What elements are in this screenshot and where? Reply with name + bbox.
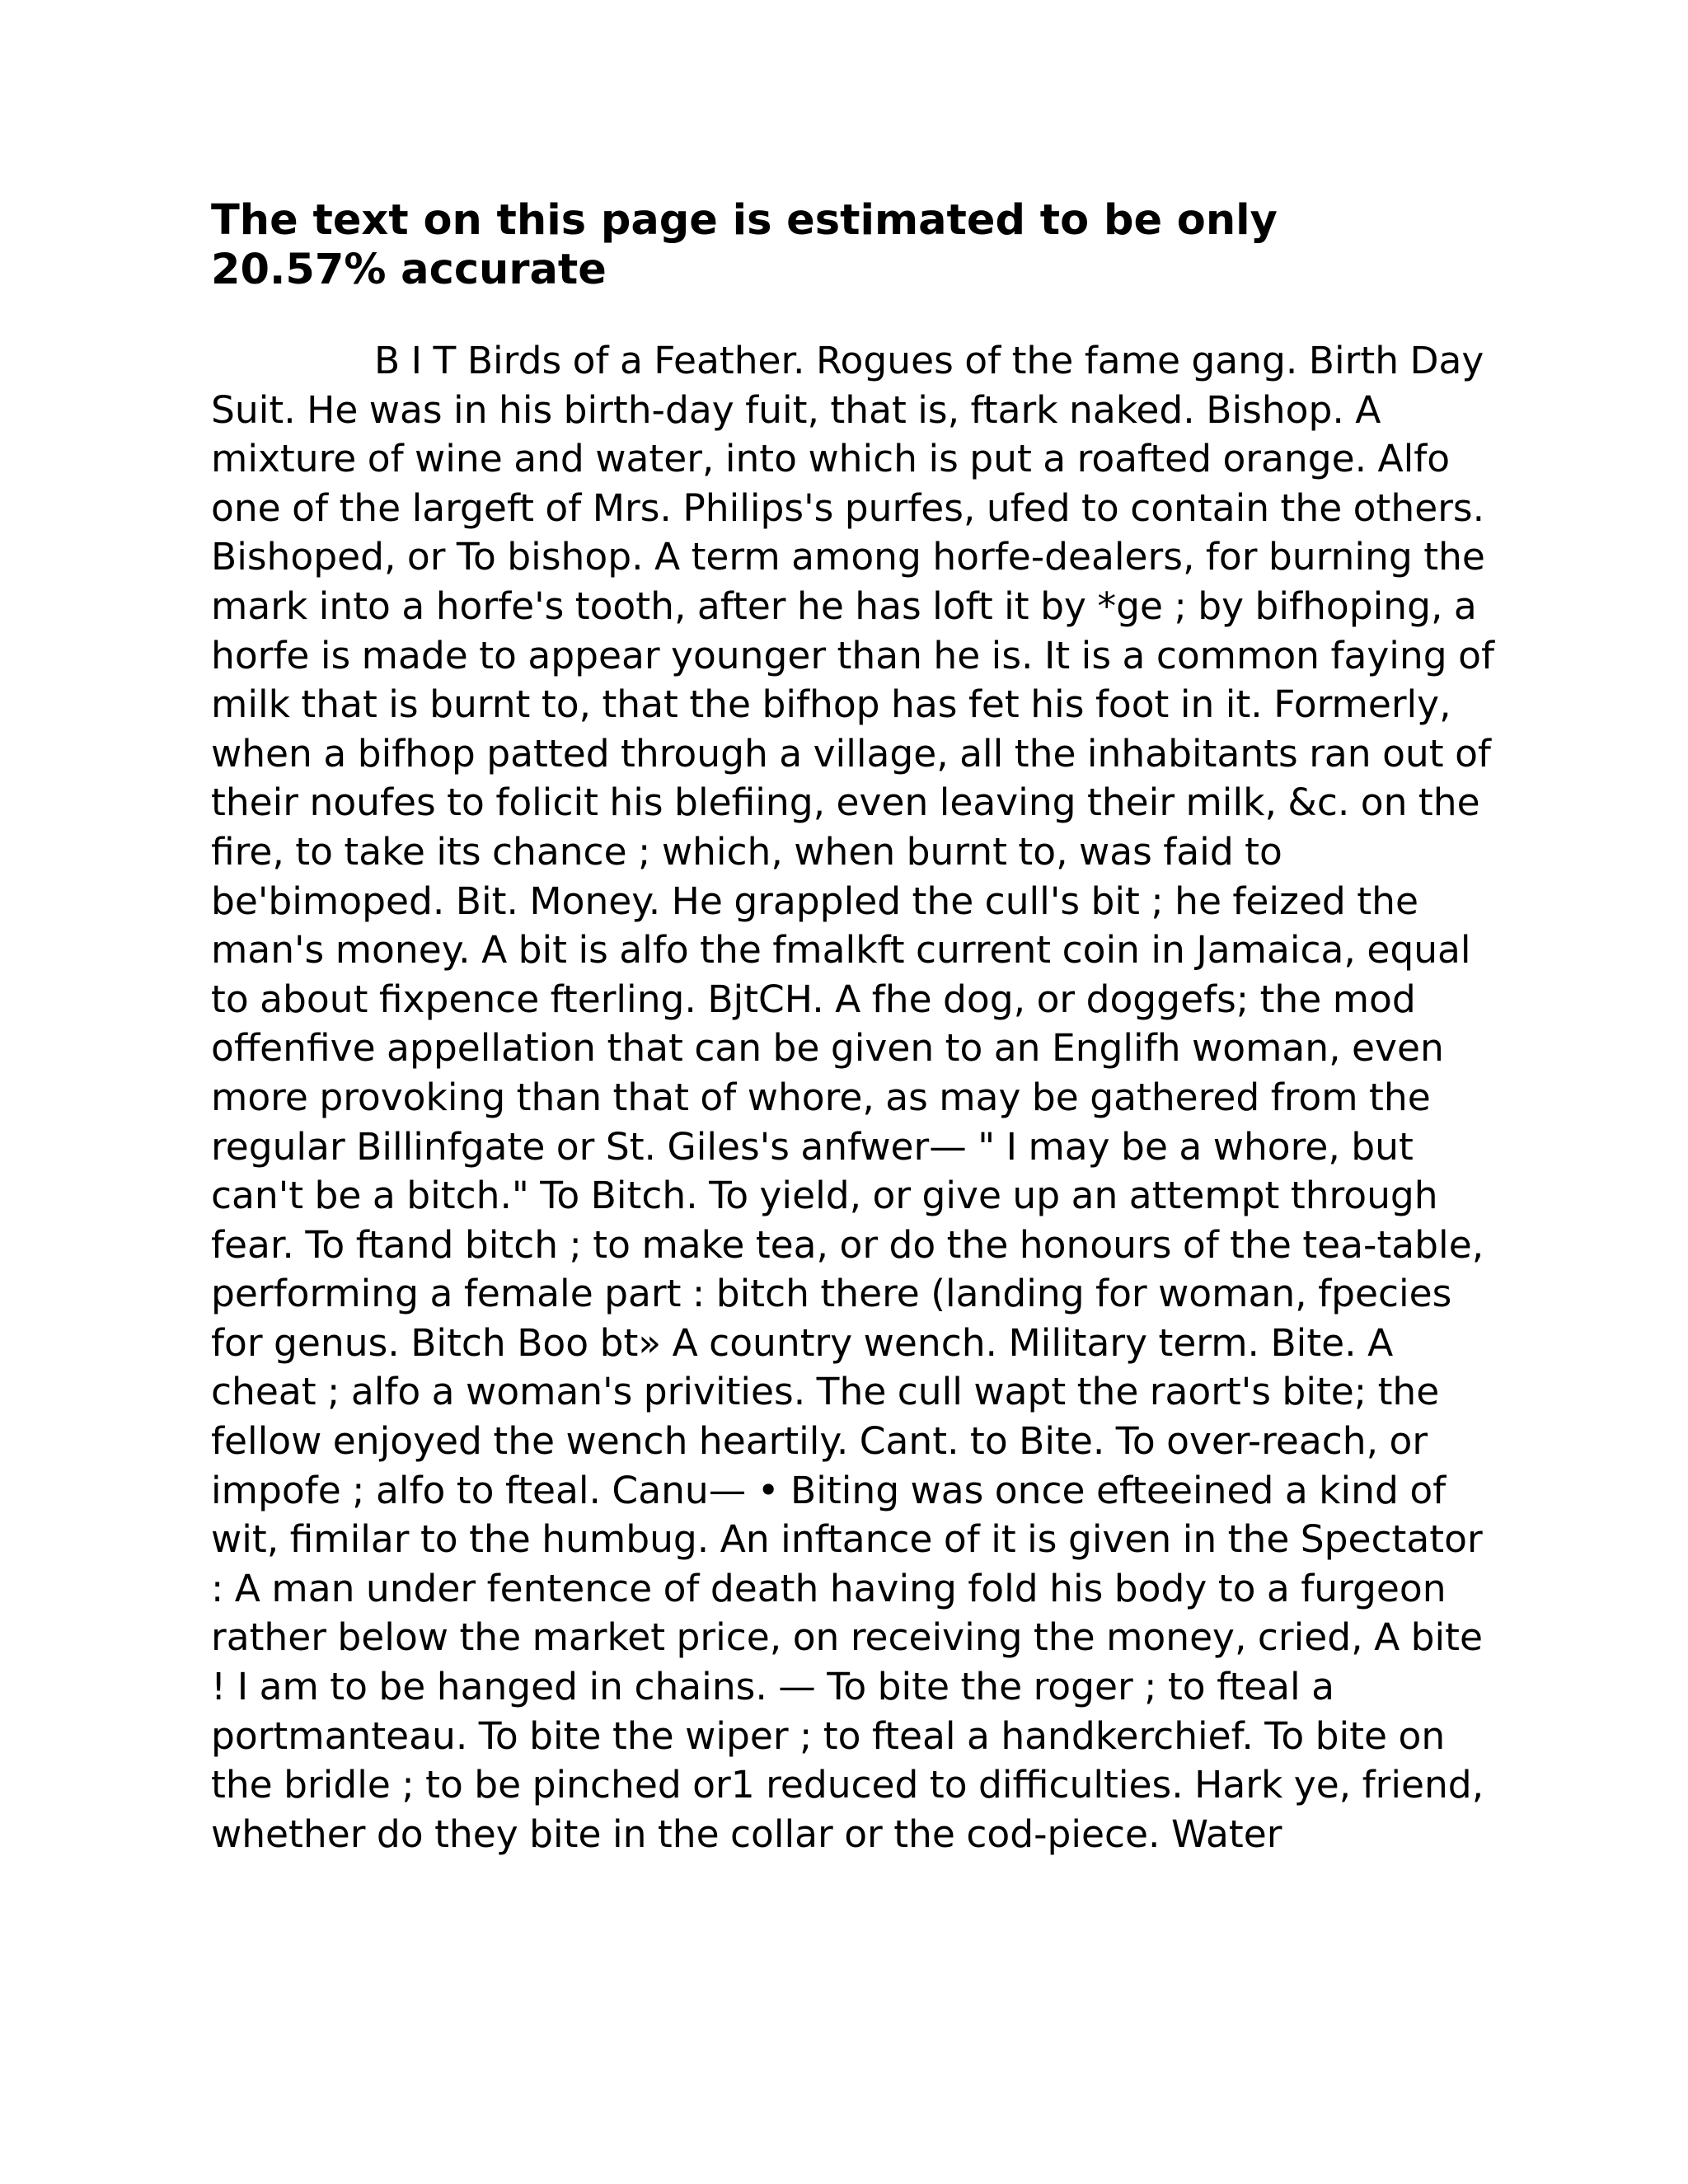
ocr-body-text: B I T Birds of a Feather. Rogues of the fame gang. Birth Day Suit. He was in his birth-day fuit, that is, ftark naked. Bishop. A mixture of wine and water, into which is put a roafted orange. Alfo one of the largeft of Mrs. Philips's purfes, ufed to contain the others. Bishoped, or To bishop. A term among horfe-dealers, for burning the mark into a horfe's tooth, after he has loft it by *ge ; by bifhoping, a horfe is made to appear younger than he is. It is a common faying of milk that is burnt to, that the bifhop has fet his foot in it. Formerly, when a bifhop patted through a village, all the inhabitants ran out of their noufes to folicit his blefiing, even leaving their milk, &c. on the fire, to take its chance ; which, when burnt to, was faid to be'bimoped. Bit. Money. He grappled the cull's bit ; he feized the man's money. A bit is alfo the fmalkft current coin in Jamaica, equal to about fixpence fterling. BjtCH. A fhe dog, or doggefs; the mod offenfive appellation that can be given to an Englifh woman, even more provoking than that of whore, as may be gathered from the regular Billinfgate or St. Giles's anfwer— " I may be a whore, but can't be a bitch." To Bitch. To yield, or give up an attempt through fear. To ftand bitch ; to make tea, or do the honours of the tea-table, performing a female part : bitch there (landing for woman, fpecies for genus. Bitch Boo bt» A country wench. Military term. Bite. A cheat ; alfo a woman's privities. The cull wapt the raort's bite; the fellow enjoyed the wench heartily. Cant. to Bite. To over-reach, or impofe ; alfo to fteal. Canu— • Biting was once efteeined a kind of wit, fimilar to the humbug. An inftance of it is given in the Spectator : A man under fentence of death having fold his body to a furgeon rather below the market price, on receiving the money, cried, A bite ! I am to be hanged in chains. — To bite the roger ; to fteal a portmanteau. To bite the wiper ; to fteal a handkerchief. To bite on the bridle ; to be pinched or1 reduced to difficulties. Hark ye, friend, whether do they bite in the collar or the cod-piece. Water xyxy=(211,339,1494,1856)
accuracy-heading: The text on this page is estimated to be only 20.57% accurate xyxy=(211,196,1278,294)
document-page xyxy=(211,196,1497,1858)
